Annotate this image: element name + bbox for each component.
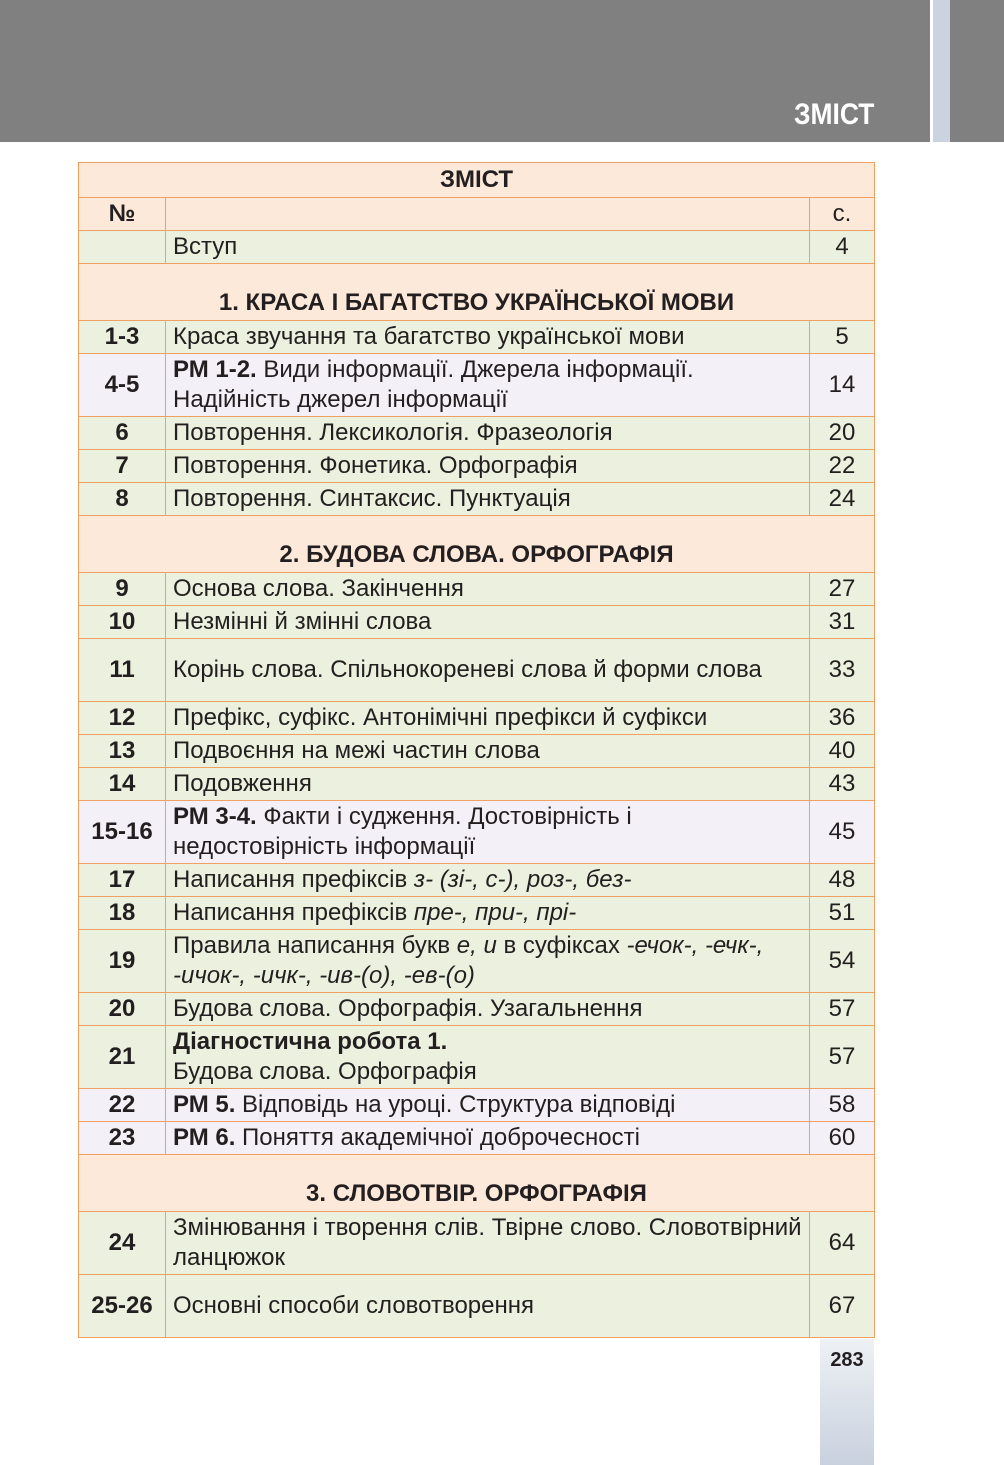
lesson-topic-prefix: Діагностична робота 1. (173, 1028, 448, 1055)
lesson-topic-text: Написання префіксів (173, 866, 408, 893)
lesson-topic (166, 639, 810, 702)
lesson-row (79, 993, 875, 1026)
lesson-page: 57 (809, 993, 874, 1026)
lesson-topic-text: Поняття академічної доброчесності (242, 1124, 640, 1151)
header-edge-band (950, 0, 1004, 142)
lesson-topic-text: Види інформації. Джерела інформації. Надійність джерел інформації (173, 356, 694, 413)
lesson-topic-text: Факти і судження. Достовірність і недостовірність інформації (173, 803, 632, 860)
lesson-row (79, 1275, 875, 1338)
lesson-topic-text: Краса звучання та багатство української мови (173, 323, 685, 350)
lesson-page: 5 (809, 321, 874, 354)
lesson-topic-text: Подвоєння на межі частин слова (173, 737, 540, 764)
lesson-topic-text: Корінь слова. Спільнокореневі слова й форми слова (173, 656, 762, 683)
page-number-tab (820, 1339, 874, 1465)
lesson-topic (166, 702, 810, 735)
lesson-topic (166, 735, 810, 768)
lesson-number: 18 (79, 897, 166, 930)
contents-title: ЗМІСТ (79, 163, 875, 198)
lesson-row (79, 768, 875, 801)
lesson-topic-prefix: РМ 6. (173, 1124, 236, 1151)
intro-row (79, 231, 875, 264)
lesson-topic (166, 930, 810, 993)
lesson-page: 36 (809, 702, 874, 735)
lesson-page: 67 (809, 1275, 874, 1338)
lesson-topic (166, 768, 810, 801)
lesson-topic-italic: з- (зі-, с-), роз-, без- (413, 866, 632, 893)
lesson-row (79, 573, 875, 606)
lesson-number: 11 (79, 639, 166, 702)
lesson-page: 60 (809, 1122, 874, 1155)
lesson-row (79, 417, 875, 450)
lesson-number: 10 (79, 606, 166, 639)
intro-text: Вступ (166, 231, 810, 264)
lesson-topic-text: Будова слова. Орфографія. Узагальнення (173, 995, 643, 1022)
lesson-number: 12 (79, 702, 166, 735)
lesson-row (79, 450, 875, 483)
lesson-row (79, 864, 875, 897)
lesson-number: 25-26 (79, 1275, 166, 1338)
header-accent-strip (933, 0, 950, 142)
lesson-number: 23 (79, 1122, 166, 1155)
lesson-topic-text: Основа слова. Закінчення (173, 575, 464, 602)
contents-table (78, 162, 875, 1338)
lesson-number: 13 (79, 735, 166, 768)
lesson-topic (166, 417, 810, 450)
lesson-number: 14 (79, 768, 166, 801)
lesson-row (79, 702, 875, 735)
lesson-topic-italic: е, и (456, 932, 497, 959)
page-column-header: с. (809, 198, 874, 231)
lesson-number: 21 (79, 1026, 166, 1089)
lesson-number: 17 (79, 864, 166, 897)
lesson-topic (166, 1212, 810, 1275)
lesson-topic-text: Незмінні й змінні слова (173, 608, 432, 635)
lesson-topic-italic: пре-, при-, прі- (413, 899, 577, 926)
lesson-number: 7 (79, 450, 166, 483)
lesson-topic (166, 321, 810, 354)
lesson-topic (166, 1275, 810, 1338)
header-row (79, 198, 875, 231)
lesson-topic-text: Відповідь на уроці. Структура відповіді (242, 1091, 676, 1118)
lesson-row (79, 606, 875, 639)
lesson-topic (166, 1089, 810, 1122)
lesson-topic-text: Подовження (173, 770, 312, 797)
intro-number (79, 231, 166, 264)
lesson-row (79, 639, 875, 702)
lesson-topic-text: Повторення. Фонетика. Орфографія (173, 452, 578, 479)
lesson-row (79, 1122, 875, 1155)
lesson-page: 51 (809, 897, 874, 930)
lesson-number: 22 (79, 1089, 166, 1122)
lesson-page: 24 (809, 483, 874, 516)
lesson-page: 57 (809, 1026, 874, 1089)
lesson-topic (166, 483, 810, 516)
contents-title-row (79, 163, 875, 198)
section-header-row (79, 264, 875, 321)
lesson-topic-text: Повторення. Синтаксис. Пунктуація (173, 485, 571, 512)
lesson-page: 33 (809, 639, 874, 702)
lesson-page: 40 (809, 735, 874, 768)
lesson-topic (166, 897, 810, 930)
lesson-topic-text: Префікс, суфікс. Антонімічні префікси й суфікси (173, 704, 708, 731)
lesson-topic (166, 573, 810, 606)
lesson-page: 22 (809, 450, 874, 483)
lesson-row (79, 897, 875, 930)
lesson-topic-text: Правила написання букв (173, 932, 451, 959)
lesson-topic-text: Основні способи словотворення (173, 1292, 534, 1319)
lesson-number: 19 (79, 930, 166, 993)
lesson-page: 20 (809, 417, 874, 450)
lesson-topic (166, 993, 810, 1026)
lesson-topic (166, 1026, 810, 1089)
lesson-page: 54 (809, 930, 874, 993)
section-title: 2. БУДОВА СЛОВА. ОРФОГРАФІЯ (79, 516, 875, 573)
lesson-topic-prefix: РМ 3-4. (173, 803, 257, 830)
lesson-row (79, 801, 875, 864)
lesson-number: 20 (79, 993, 166, 1026)
lesson-row (79, 930, 875, 993)
lesson-number: 6 (79, 417, 166, 450)
lesson-topic (166, 864, 810, 897)
lesson-topic-text: Повторення. Лексикологія. Фразеологія (173, 419, 613, 446)
section-header-row (79, 1155, 875, 1212)
topic-column-header (166, 198, 810, 231)
running-header-title: ЗМІСТ (793, 98, 874, 131)
page-number: 283 (830, 1349, 864, 1371)
lesson-row (79, 483, 875, 516)
section-header-row (79, 516, 875, 573)
lesson-row (79, 735, 875, 768)
lesson-row (79, 1089, 875, 1122)
header-band (0, 0, 930, 142)
lesson-row (79, 354, 875, 417)
lesson-page: 64 (809, 1212, 874, 1275)
lesson-topic (166, 354, 810, 417)
lesson-number: 24 (79, 1212, 166, 1275)
lesson-topic (166, 801, 810, 864)
lesson-topic (166, 606, 810, 639)
lesson-topic-text: Будова слова. Орфографія (173, 1058, 477, 1085)
lesson-row (79, 321, 875, 354)
lesson-row (79, 1212, 875, 1275)
lesson-number: 8 (79, 483, 166, 516)
lesson-topic-prefix: РМ 5. (173, 1091, 236, 1118)
lesson-topic-text: Написання префіксів (173, 899, 408, 926)
lesson-topic (166, 1122, 810, 1155)
lesson-page: 27 (809, 573, 874, 606)
section-title: 3. СЛОВОТВІР. ОРФОГРАФІЯ (79, 1155, 875, 1212)
lesson-topic (166, 450, 810, 483)
lesson-page: 48 (809, 864, 874, 897)
lesson-page: 14 (809, 354, 874, 417)
intro-page: 4 (809, 231, 874, 264)
lesson-page: 31 (809, 606, 874, 639)
lesson-topic-text: Змінювання і творення слів. Твірне слово. Словотвірний ланцюжок (173, 1214, 802, 1271)
lesson-topic-italic: -ечок-, -ечк-, -ичок-, -ичк-, -ив-(о), -ев-(о) (173, 932, 764, 989)
number-column-header: № (79, 198, 166, 231)
lesson-number: 1-3 (79, 321, 166, 354)
section-title: 1. КРАСА І БАГАТСТВО УКРАЇНСЬКОЇ МОВИ (79, 264, 875, 321)
lesson-number: 4-5 (79, 354, 166, 417)
lesson-page: 58 (809, 1089, 874, 1122)
lesson-row (79, 1026, 875, 1089)
lesson-topic-text: в суфіксах (503, 932, 620, 959)
lesson-number: 15-16 (79, 801, 166, 864)
lesson-number: 9 (79, 573, 166, 606)
lesson-page: 45 (809, 801, 874, 864)
lesson-page: 43 (809, 768, 874, 801)
lesson-topic-prefix: РМ 1-2. (173, 356, 257, 383)
